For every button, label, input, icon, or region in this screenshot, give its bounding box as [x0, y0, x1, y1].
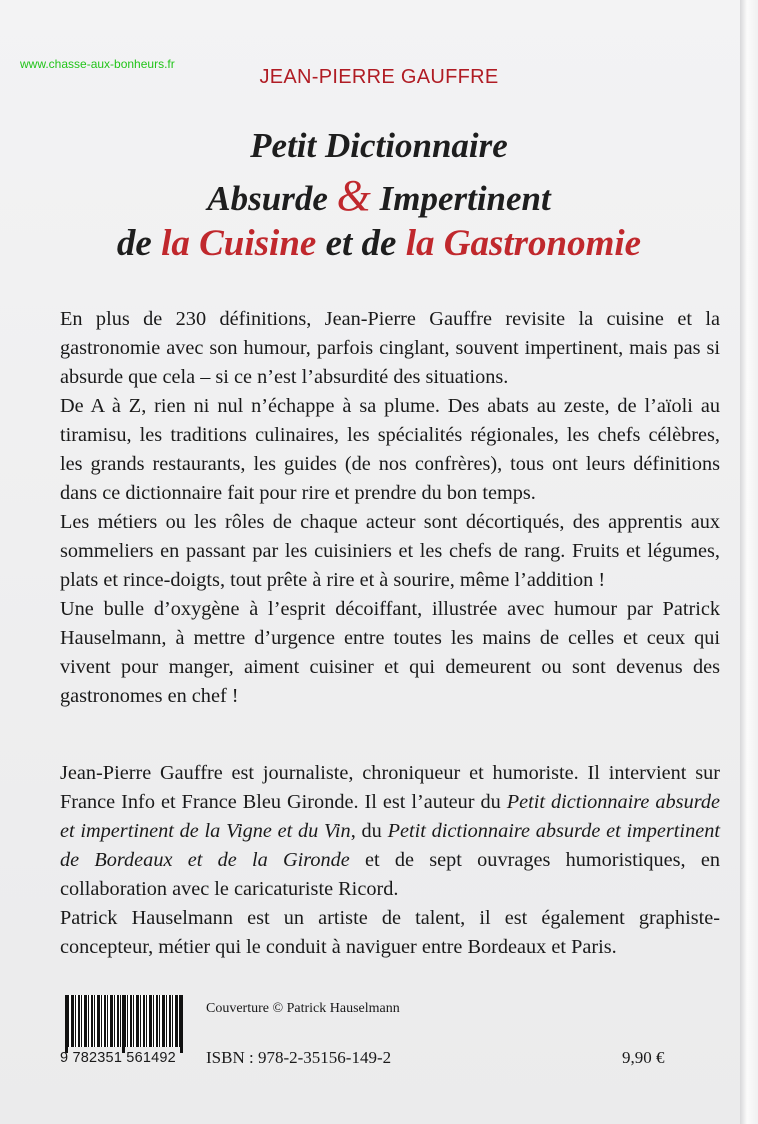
barcode-guard-right [180, 995, 183, 1053]
bio-text: , du [350, 820, 388, 842]
title-cuisine: la Cuisine [161, 223, 317, 264]
ampersand: & [336, 171, 371, 220]
bio-text: Jean-Pierre Gauffre est journaliste, chroniqueur et humoriste. Il intervient sur France Info et France Bleu Gironde. Il est l’auteur du [60, 762, 720, 813]
book-title-vigne: Petit dictionnaire absurde et impertinent de la Vigne et du Vin [60, 791, 720, 842]
description-paragraph: En plus de 230 définitions, Jean-Pierre Gauffre revisite la cuisine et la gastronomie avec son humour, parfois cinglant, souvent impertinent, mais pas si absurde que cela – si ce n’est l’absurdité des situations. [60, 308, 720, 388]
title-text-1: Petit Dictionnaire [250, 126, 508, 165]
title-line-3 [0, 222, 758, 265]
book-description [60, 305, 720, 711]
cover-credit: Couverture © Patrick Hauselmann [206, 1001, 400, 1016]
title-line-1 [0, 126, 758, 166]
isbn: ISBN : 978-2-35156-149-2 [206, 1048, 392, 1067]
title-gastronomie: la Gastronomie [405, 223, 642, 264]
description-paragraph: Les métiers ou les rôles de chaque acteur sont décortiqués, des apprentis aux sommeliers en passant par les cuisiniers et les chefs de rang. Fruits et légumes, plats et rince-doigts, tout prête à rire et à sourire, même l’addition ! [60, 511, 720, 591]
barcode-number: 9 782351 561492 [60, 1050, 176, 1066]
author-bio [60, 759, 720, 962]
book-spine-edge [740, 0, 758, 1124]
title-line-2 [0, 170, 758, 221]
description-paragraph: De A à Z, rien ni nul n’échappe à sa plume. Des abats au zeste, de l’aïoli au tiramisu, les traditions culinaires, les spécialités régionales, les chefs célèbres, les grands restaurants, les guides (de nos confrères), tous ont leurs définitions dans ce dictionnaire fait pour rire et prendre du bon temps. [60, 395, 720, 504]
title-de: de [116, 223, 152, 264]
description-paragraph: Une bulle d’oxygène à l’esprit décoiffant, illustrée avec humour par Patrick Hauselmann, à mettre d’urgence entre toutes les mains de celles et ceux qui vivent pour manger, aiment cuisiner et qui demeurent ou sont devenus des gastronomes en chef ! [60, 598, 720, 707]
barcode-guard-center [122, 995, 125, 1053]
title-impertinent: Impertinent [379, 179, 551, 218]
title-absurde: Absurde [207, 179, 328, 218]
title-et-de: et de [325, 223, 397, 264]
watermark-url: www.chasse-aux-bonheurs.fr [20, 57, 175, 71]
bio-paragraph-author [60, 759, 720, 904]
author-name: JEAN-PIERRE GAUFFRE [259, 66, 499, 88]
bio-text: et de sept ouvrages humoristiques, en collaboration avec le caricaturiste Ricord. [60, 849, 720, 900]
book-title-bordeaux: Petit dictionnaire absurde et impertinent de Bordeaux et de la Gironde [60, 820, 720, 871]
barcode-guard-left [65, 995, 68, 1053]
price: 9,90 € [622, 1048, 665, 1067]
bio-paragraph-illustrator: Patrick Hauselmann est un artiste de talent, il est également graphiste-concepteur, métier qui le conduit à naviguer entre Bordeaux et Paris. [60, 907, 720, 958]
